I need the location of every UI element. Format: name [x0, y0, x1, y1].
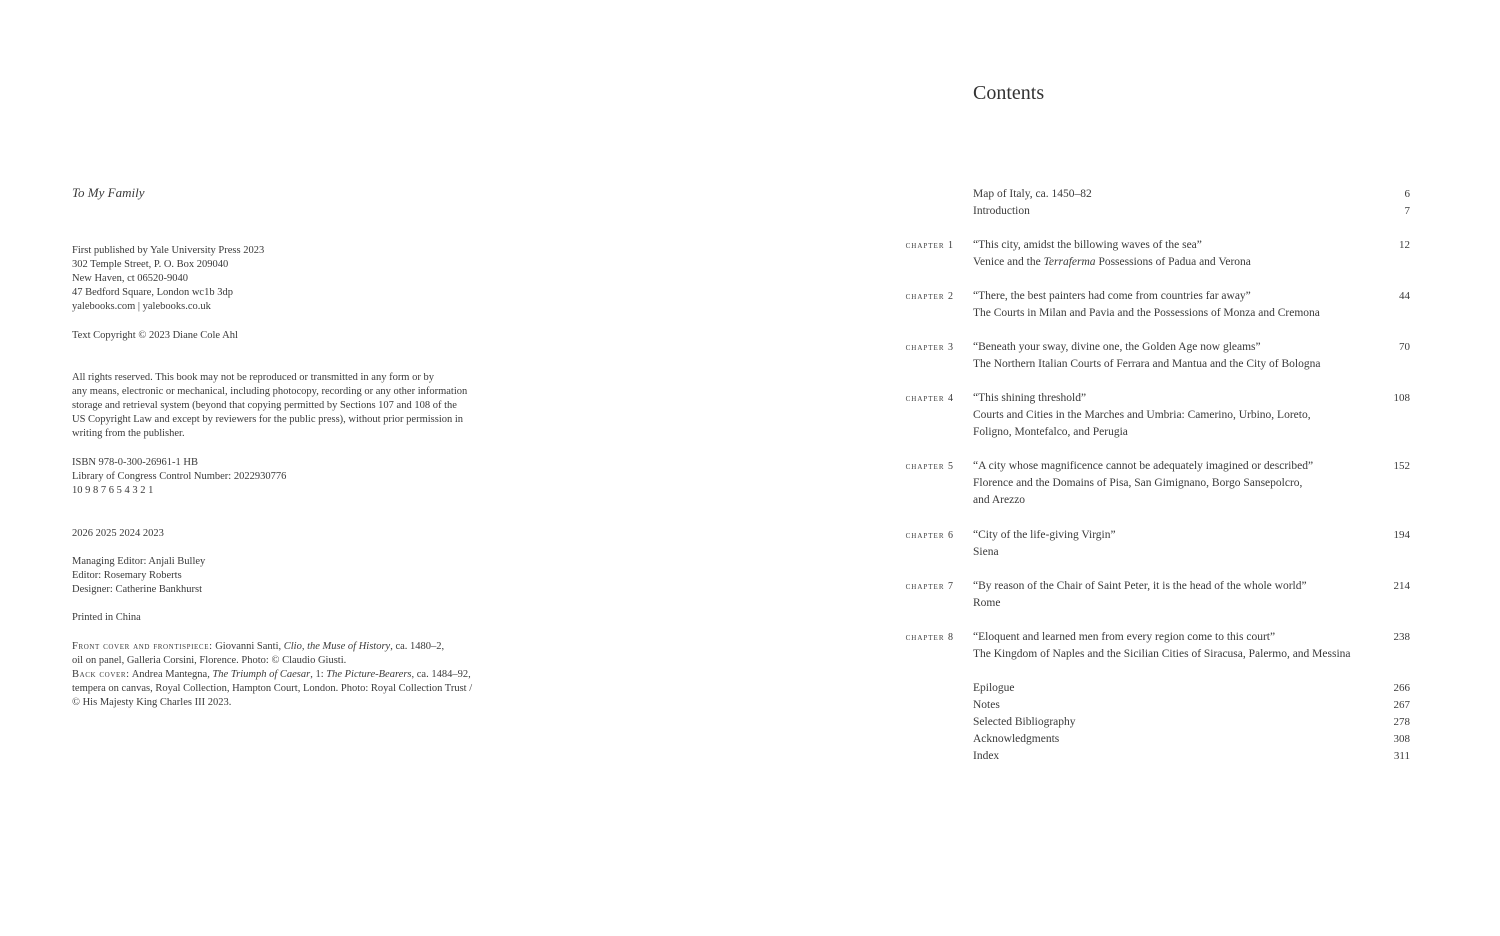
back-cover-label: Back cover:	[72, 669, 130, 680]
chapter-subtitle-5: Florence and the Domains of Pisa, San Gimignano, Borgo Sansepolcro,	[973, 477, 1303, 489]
publisher-line: 47 Bedford Square, London wc1b 3dp	[72, 287, 233, 298]
toc-entry-introduction: Introduction	[973, 205, 1030, 217]
toc-entry-epilogue: Epilogue	[973, 682, 1015, 694]
chapter-label-6: chapter 6	[905, 530, 954, 541]
toc-page-number: 12	[1399, 239, 1410, 251]
front-cover-credit-line2: oil on panel, Galleria Corsini, Florence. Photo: © Claudio Giusti.	[72, 655, 347, 666]
rights-line: US Copyright Law and except by reviewers for the public press), without prior permission in	[72, 414, 464, 425]
chapter-label-2: chapter 2	[905, 291, 954, 302]
toc-entry-bibliography: Selected Bibliography	[973, 716, 1076, 728]
isbn-line: ISBN 978-0-300-26961-1 HB	[72, 457, 198, 468]
front-cover-artwork-title: Clio, the Muse of History	[283, 641, 391, 652]
editor-line: Editor: Rosemary Roberts	[72, 570, 182, 581]
cover-credits	[72, 640, 472, 710]
toc-entry-acknowledgments: Acknowledgments	[973, 733, 1060, 745]
chapter-subtitle-3: The Northern Italian Courts of Ferrara and Mantua and the City of Bologna	[973, 358, 1321, 370]
chapter-title-7: “By reason of the Chair of Saint Peter, it is the head of the whole world”	[973, 580, 1307, 592]
chapter-label-1: chapter 1	[905, 240, 954, 251]
toc-page-number: 308	[1393, 733, 1410, 745]
chapter-subtitle-italic: Terraferma	[1043, 256, 1096, 268]
back-cover-mid: , 1:	[310, 669, 327, 680]
printed-in: Printed in China	[72, 612, 141, 623]
isbn-line: Library of Congress Control Number: 2022930776	[72, 471, 287, 482]
rights-line: storage and retrieval system (beyond that copying permitted by Sections 107 and 108 of the	[72, 400, 457, 411]
publisher-line: New Haven, ct 06520-9040	[72, 273, 189, 284]
rights-line: any means, electronic or mechanical, including photocopy, recording or any other information	[72, 386, 468, 397]
publisher-line: First published by Yale University Press 2023	[72, 245, 265, 256]
toc-entry-map: Map of Italy, ca. 1450–82	[973, 188, 1092, 200]
chapter-subtitle-4: Courts and Cities in the Marches and Umbria: Camerino, Urbino, Loreto,	[973, 409, 1311, 421]
back-cover-text: Andrea Mantegna,	[129, 669, 213, 680]
chapter-subtitle-text: Possessions of Padua and Verona	[1095, 256, 1251, 268]
toc-page-number: 70	[1399, 341, 1410, 353]
rights-statement	[72, 371, 467, 441]
toc-page-number: 266	[1393, 682, 1410, 694]
back-cover-artwork-title: The Triumph of Caesar	[212, 669, 311, 680]
chapter-label-3: chapter 3	[905, 342, 954, 353]
toc-page-number: 278	[1393, 716, 1410, 728]
toc-page-number: 7	[1404, 205, 1410, 217]
front-cover-date: , ca. 1480–2,	[390, 641, 445, 652]
toc-entry-notes: Notes	[973, 699, 1000, 711]
chapter-subtitle-7: Rome	[973, 597, 1001, 609]
editor-line: Designer: Catherine Bankhurst	[72, 584, 203, 595]
chapter-title-4: “This shining threshold”	[973, 392, 1087, 404]
dedication: To My Family	[72, 185, 145, 200]
rights-line: All rights reserved. This book may not be reproduced or transmitted in any form or by	[72, 372, 434, 383]
publisher-info	[72, 244, 264, 314]
copyright-notice: Text Copyright © 2023 Diane Cole Ahl	[72, 330, 238, 341]
publisher-line: yalebooks.com | yalebooks.co.uk	[72, 301, 211, 312]
chapter-subtitle-text: Venice and the	[973, 256, 1044, 268]
chapter-label-7: chapter 7	[905, 581, 954, 592]
publisher-line: 302 Temple Street, P. O. Box 209040	[72, 259, 229, 270]
front-cover-credit	[72, 640, 472, 654]
chapter-label-5: chapter 5	[905, 461, 954, 472]
back-cover-artwork-subtitle: The Picture-Bearers	[326, 669, 412, 680]
chapter-label-4: chapter 4	[905, 393, 954, 404]
chapter-subtitle-2: The Courts in Milan and Pavia and the Possessions of Monza and Cremona	[973, 307, 1320, 319]
toc-page-number: 108	[1393, 392, 1410, 404]
back-cover-date: , ca. 1484–92,	[411, 669, 471, 680]
chapter-title-5: “A city whose magnificence cannot be adequately imagined or described”	[973, 460, 1314, 472]
isbn-info	[72, 456, 286, 498]
toc-page-number: 214	[1393, 580, 1410, 592]
toc-page-number: 44	[1399, 290, 1410, 302]
rights-line: writing from the publisher.	[72, 428, 185, 439]
isbn-line: 10 9 8 7 6 5 4 3 2 1	[72, 485, 154, 496]
toc-page-number: 267	[1393, 699, 1410, 711]
print-years: 2026 2025 2024 2023	[72, 528, 164, 539]
toc-page-number: 152	[1393, 460, 1410, 472]
chapter-title-2: “There, the best painters had come from countries far away”	[973, 290, 1251, 302]
toc-entry-index: Index	[973, 750, 1000, 762]
toc-page-number: 194	[1393, 529, 1410, 541]
chapter-title-6: “City of the life-giving Virgin”	[973, 529, 1116, 541]
chapter-subtitle-8: The Kingdom of Naples and the Sicilian Cities of Siracusa, Palermo, and Messina	[973, 648, 1351, 660]
chapter-title-1: “This city, amidst the billowing waves of the sea”	[973, 239, 1202, 251]
chapter-subtitle-4-line2: Foligno, Montefalco, and Perugia	[973, 426, 1128, 438]
back-cover-credit-line2: tempera on canvas, Royal Collection, Hampton Court, London. Photo: Royal Collection Trust /	[72, 683, 473, 694]
chapter-subtitle-6: Siena	[973, 546, 999, 558]
chapter-subtitle-5-line2: and Arezzo	[973, 494, 1026, 506]
back-cover-credit-line3: © His Majesty King Charles III 2023.	[72, 697, 232, 708]
front-cover-label: Front cover and frontispiece:	[72, 641, 213, 652]
toc-page-number: 311	[1393, 750, 1410, 762]
toc-page-number: 6	[1404, 188, 1410, 200]
contents-title: Contents	[973, 82, 1045, 104]
chapter-title-8: “Eloquent and learned men from every region come to this court”	[973, 631, 1276, 643]
chapter-subtitle-1	[973, 254, 1251, 271]
back-cover-credit	[72, 668, 472, 682]
chapter-title-3: “Beneath your sway, divine one, the Golden Age now gleams”	[973, 341, 1261, 353]
editor-line: Managing Editor: Anjali Bulley	[72, 556, 206, 567]
chapter-label-8: chapter 8	[905, 632, 954, 643]
editorial-credits	[72, 555, 205, 597]
front-cover-text: Giovanni Santi,	[212, 641, 284, 652]
toc-page-number: 238	[1393, 631, 1410, 643]
